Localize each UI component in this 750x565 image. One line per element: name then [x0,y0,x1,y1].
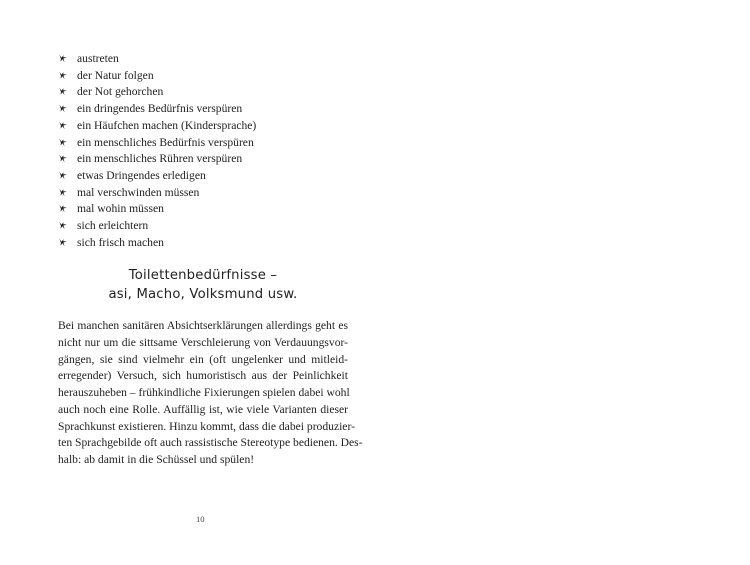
paragraph-line: nicht nur um die sittsame Verschleierung von Verdauungsvor- [58,335,348,349]
right-page [375,0,750,565]
page-number-left: 10 [196,514,205,524]
list-item [58,101,348,118]
paragraph-line: gängen, sie sind vielmehr ein (oft ungelenker und mitleid- [58,352,348,366]
synonym-list [58,51,348,251]
arrow-bullet-icon [58,103,68,113]
list-item-text: ein dringendes Bedürfnis verspüren [77,102,243,116]
arrow-bullet-icon [58,137,68,147]
list-item-text: mal verschwinden müssen [77,185,200,199]
list-item [58,185,348,202]
arrow-bullet-icon [58,153,68,163]
arrow-bullet-icon [58,203,68,213]
arrow-bullet-icon [58,86,68,96]
paragraph-line: Sprachkunst existieren. Hinzu kommt, dass die dabei produzier- [58,419,355,433]
list-item [58,51,348,68]
arrow-bullet-icon [58,237,68,247]
list-item [58,118,348,135]
paragraph-line: ten Sprachgebilde oft auch rassistische Stereotype bedienen. Des- [58,436,363,450]
arrow-bullet-icon [58,187,68,197]
list-item [58,201,348,218]
arrow-bullet-icon [58,120,68,130]
paragraph-line: halb: ab damit in die Schüssel und spülen! [58,453,255,466]
body-paragraph [58,318,363,469]
paragraph-line: erregender) Versuch, sich humoristisch aus der Peinlichkeit [58,369,348,383]
list-item [58,151,348,168]
list-item [58,84,348,101]
list-item-text: etwas Dringendes erledigen [77,168,206,182]
arrow-bullet-icon [58,53,68,63]
section-title-line-2: asi, Macho, Volksmund usw. [108,287,298,302]
paragraph-line: Bei manchen sanitären Absichtserklärungen allerdings geht es [58,319,348,332]
list-item [58,135,348,152]
arrow-bullet-icon [58,220,68,230]
list-item-text: mal wohin müssen [77,202,164,216]
list-item-text: ein Häufchen machen (Kindersprache) [77,118,257,132]
list-item-text: sich erleichtern [77,219,149,233]
list-item [58,218,348,235]
arrow-bullet-icon [58,70,68,80]
list-item-text: austreten [77,52,119,65]
paragraph-line: herauszuheben – frühkindliche Fixierungen spielen dabei wohl [58,386,350,399]
list-item-text: sich frisch machen [77,235,164,249]
paragraph-line: auch noch eine Rolle. Auffällig ist, wie viele Varianten dieser [58,402,348,416]
list-item [58,68,348,85]
list-item-text: ein menschliches Bedürfnis verspüren [77,135,254,149]
section-title [58,266,348,304]
list-item [58,168,348,185]
arrow-bullet-icon [58,170,68,180]
list-item-text: der Not gehorchen [77,85,164,99]
list-item-text: ein menschliches Rühren verspüren [77,152,243,166]
list-item-text: der Natur folgen [77,68,154,82]
list-item [58,235,348,252]
section-title-line-1: Toilettenbedürfnisse – [128,268,278,283]
